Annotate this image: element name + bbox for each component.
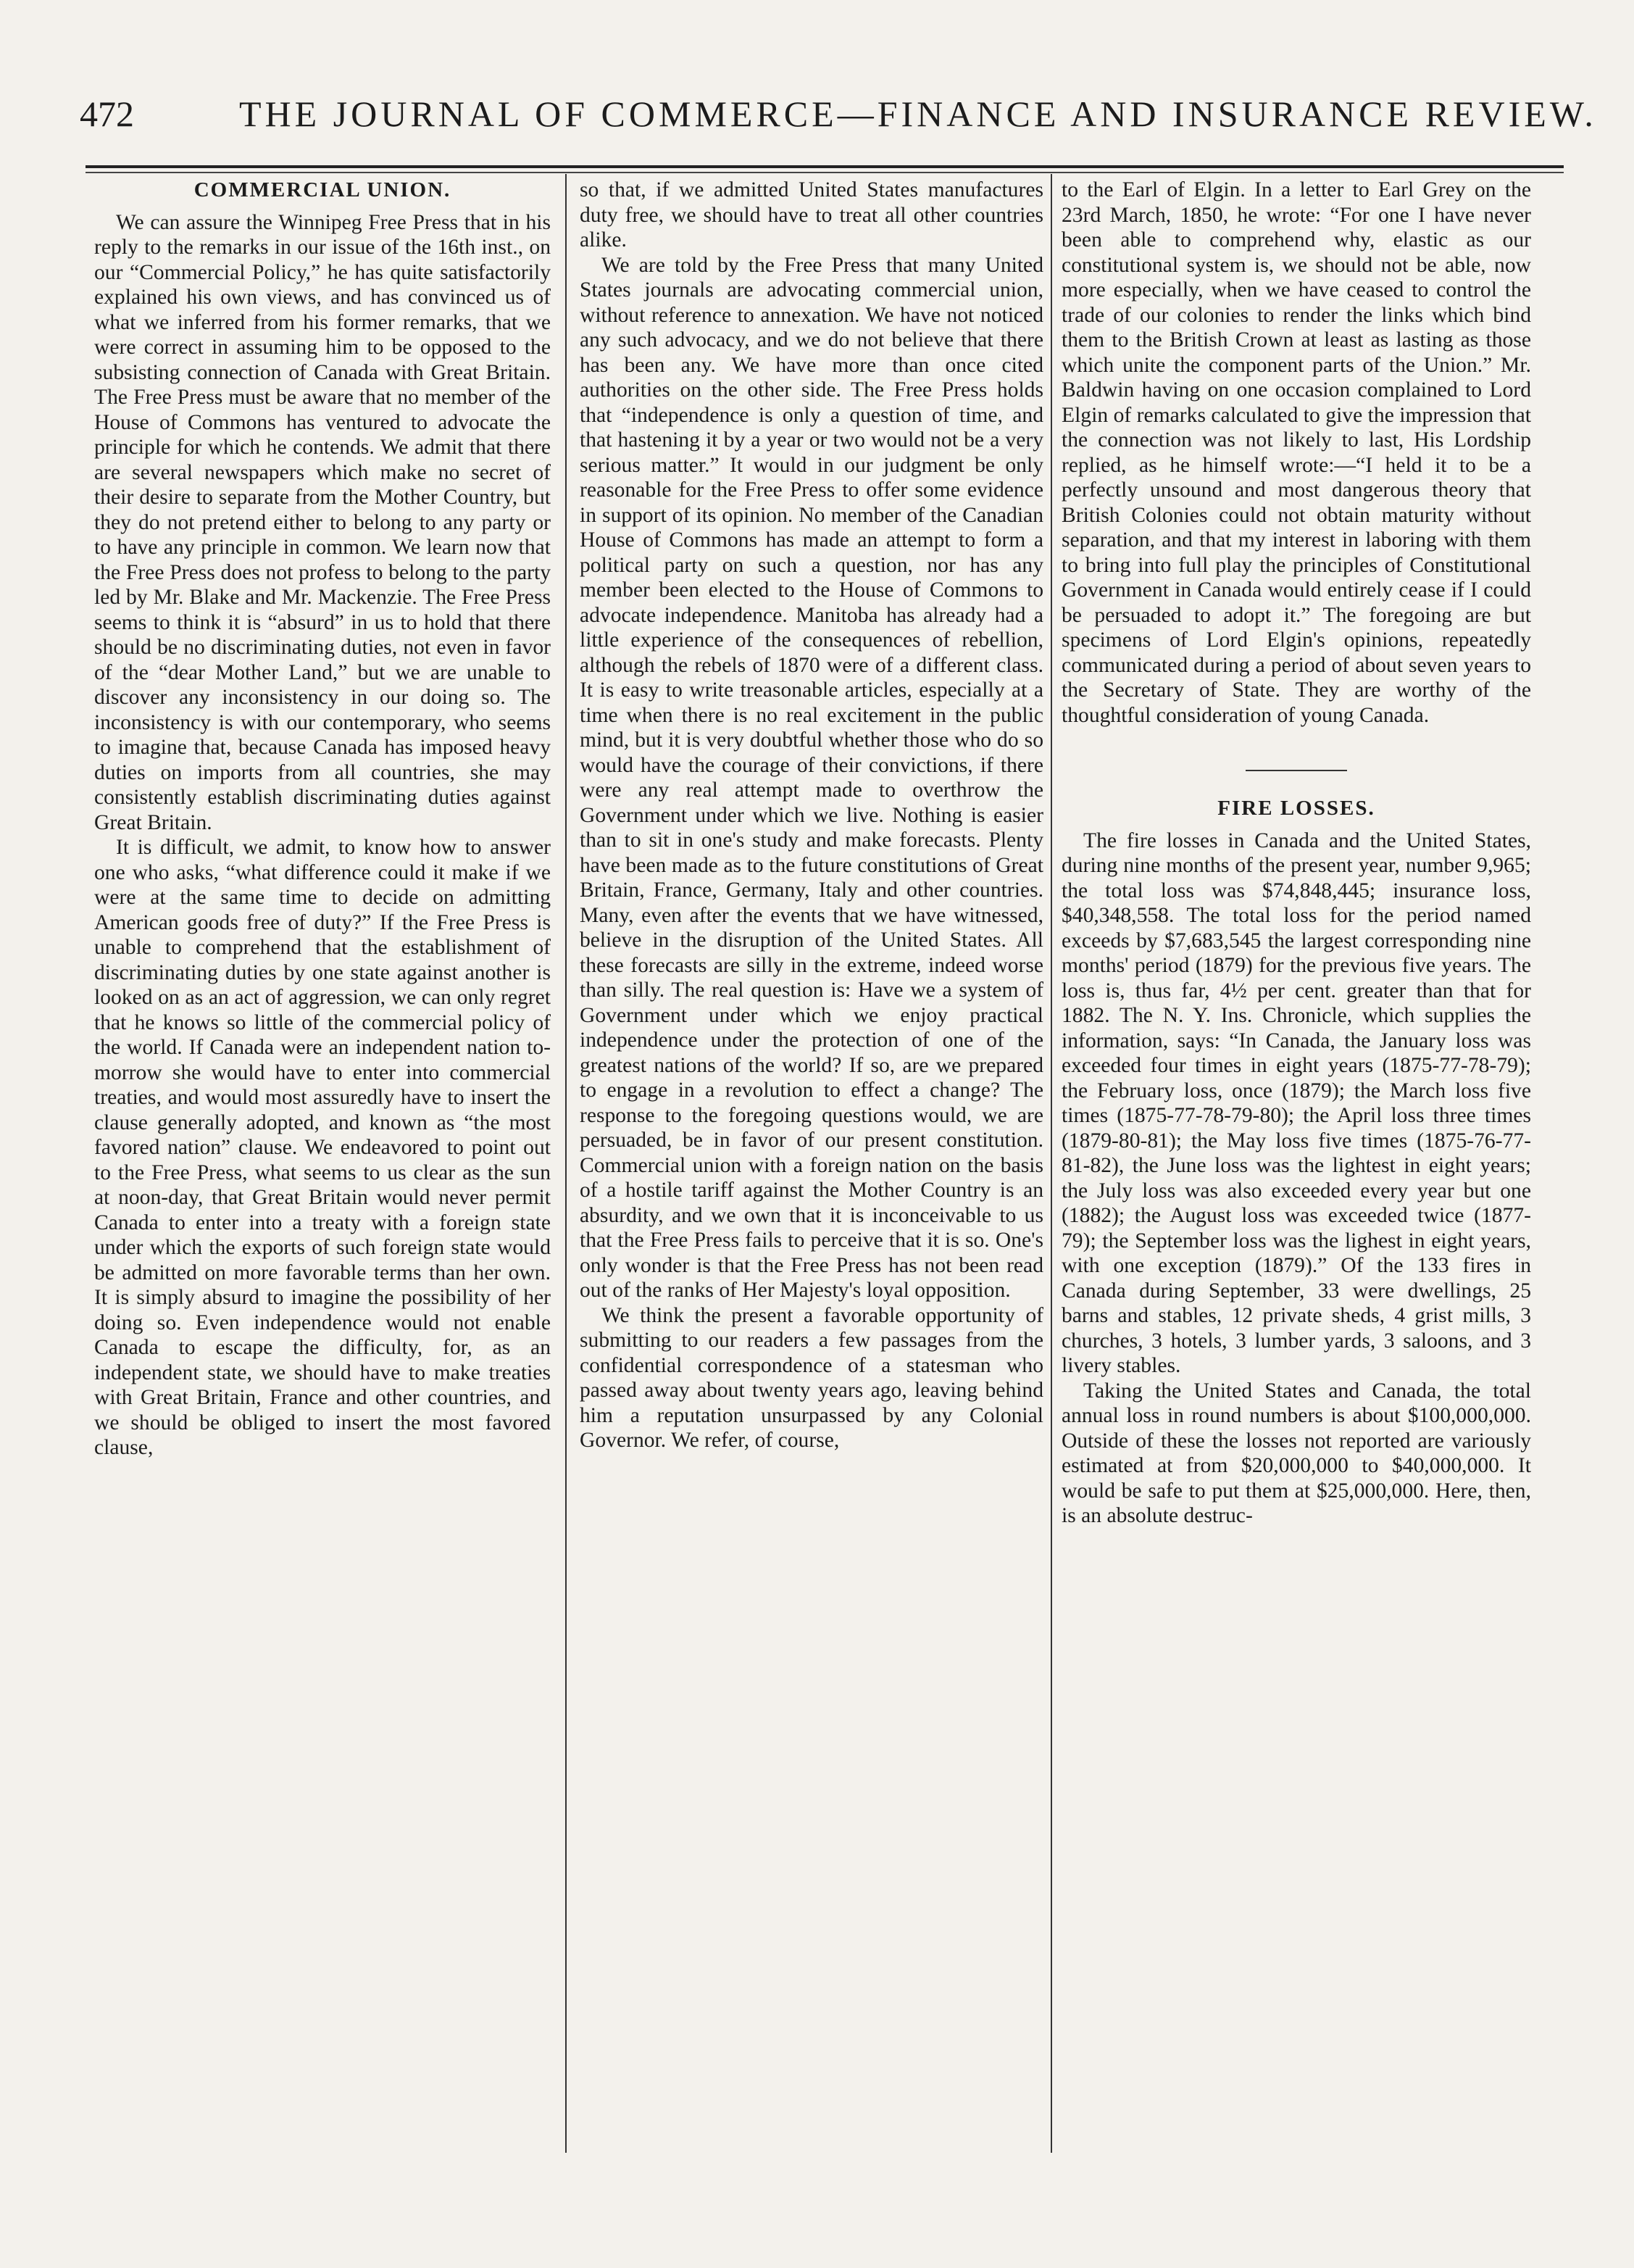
column-3 [1062,178,1531,1529]
journal-title: THE JOURNAL OF COMMERCE—FINANCE AND INSURANCE REVIEW. [239,94,1597,134]
header-rule-thick [86,165,1564,168]
header-rule-thin [86,172,1564,173]
article-paragraph: We think the present a favorable opportunity of submitting to our readers a few passages from the confidential correspondence of a statesman who passed away about twenty years ago, leaving behind him a reputation unsurpassed by any Colonial Governor. We refer, of course, [580,1303,1043,1452]
section-separator-rule [1246,770,1347,771]
article-paragraph: to the Earl of Elgin. In a letter to Earl Grey on the 23rd March, 1850, he wrote: “For one I have never been able to comprehend why, elastic as our constitutional system is, we should not be able, now more especially, when we have ceased to control the trade of our colonies to render the links which bind them to the British Crown at least as lasting as those which unite the component parts of the Union.” Mr. Baldwin having on one occasion complained to Lord Elgin of remarks calculated to give the impression that the connection was not likely to last, His Lordship replied, as he himself wrote:—“I held it to be a perfectly unsound and most dangerous theory that British Colonies could not obtain maturity without separation, and that my interest in laboring with them to bring into full play the principles of Constitutional Government in Canada would entirely cease if I could be persuaded to adopt it.” The foregoing are but specimens of Lord Elgin's opinions, repeatedly communicated during a period of about seven years to the Secretary of State. They are worthy of the thoughtful consideration of young Canada. [1062,178,1531,727]
article-paragraph: We can assure the Winnipeg Free Press that in his reply to the remarks in our issue of the 16th inst., on our “Commercial Policy,” he has quite satisfactorily explained his own views, and has convinced us of what we inferred from his former remarks, that we were correct in assuming him to be opposed to the subsisting connection of Canada with Great Britain. The Free Press must be aware that no member of the House of Commons has ventured to advocate the principle for which he contends. We admit that there are several newspapers which make no secret of their desire to separate from the Mother Country, but they do not pretend either to belong to any party or to have any principle in common. We learn now that the Free Press does not profess to belong to the party led by Mr. Blake and Mr. Mackenzie. The Free Press seems to think it is “absurd” in us to hold that there should be no discriminating duties, not even in favor of the “dear Mother Land,” but we are unable to discover any inconsistency in our doing so. The inconsistency is with our contemporary, who seems to imagine that, because Canada has imposed heavy duties on imports from all countries, she may consistently establish discriminating duties against Great Britain. [94,210,551,834]
article-heading-fire-losses: FIRE LOSSES. [1217,797,1375,820]
article-paragraph: We are told by the Free Press that many United States journals are advocating commercial union, without reference to annexation. We have not noticed any such advocacy, and we do not believe that there has been any. We have more than once cited authorities on the other side. The Free Press holds that “independence is only a question of time, and that hastening it by a year or two would not be a very serious matter.” It would in our judgment be only reasonable for the Free Press to offer some evidence in support of its opinion. No member of the Canadian House of Commons has made an attempt to form a political party on such a question, nor has any member been elected to the House of Commons to advocate independence. Manitoba has already had a little experience of the consequences of rebellion, although the rebels of 1870 were of a different class. It is easy to write treasonable articles, especially at a time when there is no real excitement in the public mind, but it is very doubtful whether those who do so would have the courage of their convictions, if there were any real attempt made to overthrow the Government under which we live. Nothing is easier than to sit in one's study and make forecasts. Plenty have been made as to the future constitutions of Great Britain, France, Germany, Italy and other countries. Many, even after the events that we have witnessed, believe in the disruption of the United States. All these forecasts are silly in the extreme, indeed worse than silly. The real question is: Have we a system of Government under which we enjoy practical independence under the protection of one of the greatest nations of the world? If so, are we prepared to engage in a revolution to effect a change? The response to the foregoing questions would, we are persuaded, be in favor of our present constitution. Commercial union with a foreign nation on the basis of a hostile tariff against the Mother Country is an absurdity, and we own that it is inconceivable to us that the Free Press fails to perceive that it is so. One's only wonder is that the Free Press has not been read out of the ranks of Her Majesty's loyal opposition. [580,253,1043,1302]
article-paragraph: Taking the United States and Canada, the total annual loss in round numbers is about $100,000,000. Outside of these the losses not reported are variously estimated at from $20,000,000 to $40,000,000. It would be safe to put them at $25,000,000. Here, then, is an absolute destruc- [1062,1379,1531,1527]
article-heading-commercial-union: COMMERCIAL UNION. [193,178,451,202]
column-1 [94,178,551,1461]
page-header [80,93,1597,151]
article-paragraph: The fire losses in Canada and the United States, during nine months of the present year, number 9,965; the total loss was $74,848,445; insurance loss, $40,348,558. The total loss for the period named exceeds by $7,683,545 the largest corresponding nine months' period (1879) for the previous five years. The loss is, thus far, 4½ per cent. greater than that for 1882. The N. Y. Ins. Chronicle, which supplies the information, says: “In Canada, the January loss was exceeded four times in eight years (1875-77-78-79); the February loss, once (1879); the March loss five times (1875-77-78-79-80); the April loss three times (1879-80-81); the May loss five times (1875-76-77-81-82), the June loss was the lightest in eight years; the July loss was also exceeded every year but one (1882); the August loss was exceeded twice (1877-79); the September loss was the lighest in eight years, with one exception (1879).” Of the 133 fires in Canada during September, 33 were dwellings, 25 barns and stables, 12 private sheds, 4 grist mills, 3 churches, 3 hotels, 3 lumber yards, 3 saloons, and 3 livery stables. [1062,828,1531,1377]
column-divider-left [565,174,567,2153]
article-paragraph: so that, if we admitted United States manufactures duty free, we should have to treat all other countries alike. [580,178,1043,252]
page-number: 472 [80,94,134,134]
column-2 [580,178,1043,1453]
article-paragraph: It is difficult, we admit, to know how to answer one who asks, “what difference could it make if we were at the same time to decide on admitting American goods free of duty?” If the Free Press is unable to comprehend that the establishment of discriminating duties by one state against another is looked on as an act of aggression, we can only regret that he knows so little of the commercial policy of the world. If Canada were an independent nation to-morrow she would have to enter into commercial treaties, and would most assuredly have to insert the clause generally adopted, and known as “the most favored nation” clause. We endeavored to point out to the Free Press, what seems to us clear as the sun at noon-day, that Great Britain would never permit Canada to enter into a treaty with a foreign state under which the exports of such foreign state would be admitted on more favorable terms than her own. It is simply absurd to imagine the possibility of her doing so. Even independence would not enable Canada to escape the difficulty, for, as an independent state, we should have to make treaties with Great Britain, France and other countries, and we should be obliged to insert the most favored clause, [94,836,551,1459]
column-divider-right [1051,174,1052,2153]
